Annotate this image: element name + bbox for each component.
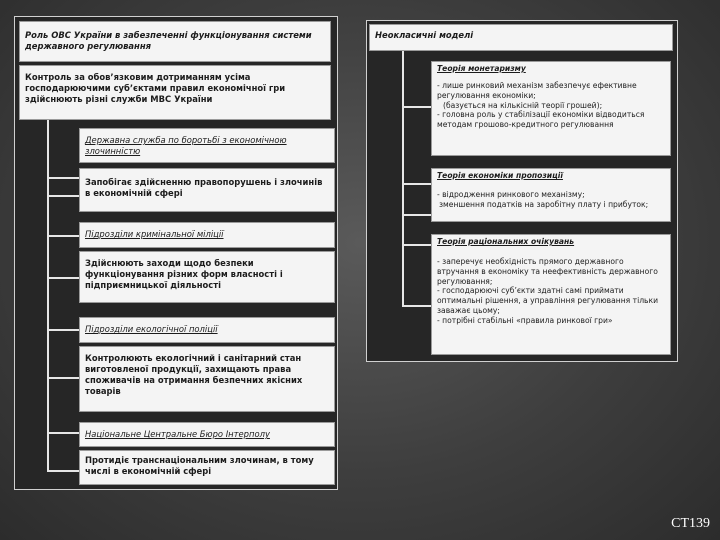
unit-head: Підрозділи кримінальної міліції <box>85 229 224 239</box>
unit-head-box <box>79 128 335 163</box>
unit-body: Здійснюють заходи щодо безпеки функціонування різних форм власності і підприємницької діяльності <box>85 258 283 291</box>
model-line: (базується на кількісній теорії грошей); <box>443 100 603 110</box>
model-line: - господарюючі суб’єкти здатні самі приймати оптимальні рішення, а управління регулювання тільки заважає цьому; <box>437 286 659 316</box>
connector-line <box>47 177 79 179</box>
right-diagram-panel <box>366 20 678 362</box>
model-line: - заперечує необхідність прямого державного втручання в економіку та неефективність державного регулювання; <box>437 256 658 286</box>
model-box-rational-expectations <box>431 234 671 355</box>
connector-line <box>402 305 431 307</box>
connector-line <box>47 432 79 434</box>
unit-body-box <box>79 346 335 412</box>
unit-body: Контролюють екологічний і санітарний стан виготовленої продукції, захищають права споживачів на отримання безпечних якісних товарів <box>85 353 303 397</box>
connector-line <box>402 183 431 185</box>
model-line: - відродження ринкового механізму; <box>437 189 585 199</box>
connector-line <box>47 470 79 472</box>
model-line: - потрібні стабільні «правила ринкової гри» <box>437 316 613 326</box>
connector-line <box>402 244 431 246</box>
unit-head-box <box>79 222 335 248</box>
left-intro-box <box>19 65 331 120</box>
unit-body-box <box>79 168 335 212</box>
model-head: Теорія економіки пропозиції <box>437 171 563 180</box>
connector-line <box>47 377 79 379</box>
connector-line <box>47 195 79 197</box>
model-head: Теорія монетаризму <box>437 64 526 73</box>
model-line: - лише ринковий механізм забезпечує ефективне регулювання економіки; <box>437 80 637 100</box>
connector-line <box>47 277 79 279</box>
left-diagram-panel <box>14 16 338 490</box>
model-head: Теорія раціональних очікувань <box>437 237 575 246</box>
connector-line <box>402 106 431 108</box>
left-title: Роль ОВС України в забезпеченні функціонування системи державного регулювання <box>25 30 312 52</box>
unit-body-box <box>79 251 335 303</box>
model-box-monetarism <box>431 61 671 156</box>
unit-body: Запобігає здійсненню правопорушень і злочинів в економічній сфері <box>85 177 323 199</box>
unit-head-box <box>79 317 335 343</box>
connector-line <box>47 235 79 237</box>
connector-line <box>47 329 79 331</box>
left-connector-spine <box>47 120 49 472</box>
unit-head: Підрозділи екологічної поліції <box>85 324 218 334</box>
unit-head: Державна служба по боротьбі з економічною злочинністю <box>85 135 287 157</box>
right-title-box <box>369 24 673 51</box>
unit-body: Протидіє транснаціональним злочинам, в тому числі в економічній сфері <box>85 455 314 477</box>
connector-line <box>402 214 431 216</box>
unit-body-box <box>79 450 335 485</box>
model-line: - головна роль у стабілізації економіки відводиться методам грошово-кредитного регулювання <box>437 110 645 130</box>
model-line: зменшення податків на заробітну плату і прибуток; <box>439 199 649 209</box>
unit-head: Національне Центральне Бюро Інтерполу <box>85 429 270 439</box>
right-title: Неокласичні моделі <box>375 30 474 40</box>
unit-head-box <box>79 422 335 447</box>
right-connector-spine <box>402 51 404 306</box>
left-intro: Контроль за обов’язковим дотриманням усіма господарюючими суб’єктами правил економічної гри здійснюють різні служби МВС України <box>25 72 286 105</box>
model-box-supply-side <box>431 168 671 222</box>
left-title-box <box>19 21 331 62</box>
slide-number: СТ139 <box>671 516 710 531</box>
